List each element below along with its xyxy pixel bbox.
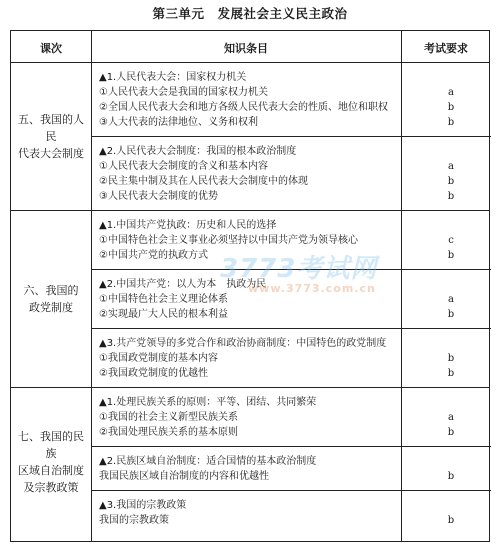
requirement-level: a [448, 294, 454, 305]
requirement-level: b [447, 102, 455, 113]
requirement-level: b [447, 117, 455, 128]
knowledge-item [91, 100, 491, 115]
item-text: ②实现最广大人民的根本利益 [99, 309, 228, 320]
item-text: 我国民族区域自治制度的内容和优越性 [99, 471, 269, 482]
block-heading [91, 144, 491, 159]
requirement-level: b [447, 515, 455, 526]
item-text: ▲2.人民代表大会制度：我国的根本政治制度 [99, 146, 297, 157]
knowledge-item [91, 366, 491, 381]
requirement-level: b [447, 309, 455, 320]
requirement-level: b [447, 176, 455, 187]
item-text: ②民主集中制及其在人民代表大会制度中的体现 [99, 176, 308, 187]
block-heading [91, 498, 491, 513]
header-lesson: 课次 [40, 42, 62, 55]
knowledge-item [91, 248, 491, 263]
knowledge-block [91, 211, 491, 270]
knowledge-block [91, 270, 491, 329]
watermark-logo: 3773考试网 [220, 254, 378, 284]
header-knowledge: 知识条目 [224, 42, 268, 55]
knowledge-block [91, 329, 491, 388]
item-text: ▲3.共产党领导的多党合作和政治协商制度：中国特色的政党制度 [99, 338, 387, 349]
knowledge-item [91, 159, 491, 174]
syllabus-table [10, 30, 490, 542]
knowledge-block [91, 137, 491, 211]
block-heading [91, 70, 491, 85]
item-text: ①我国的社会主义新型民族关系 [99, 412, 238, 423]
block-heading [91, 277, 491, 292]
lesson-name: 六、我国的 政党制度 [23, 284, 79, 314]
knowledge-item [91, 307, 491, 322]
knowledge-item [91, 425, 491, 440]
requirement-level: b [447, 191, 455, 202]
table-header [11, 31, 489, 63]
block-heading [91, 218, 491, 233]
item-text: ②全国人民代表大会和地方各级人民代表大会的性质、地位和职权 [99, 102, 388, 113]
item-text: ①我国政党制度的基本内容 [99, 353, 218, 364]
item-text: 我国的宗教政策 [99, 515, 169, 526]
knowledge-block [91, 447, 491, 491]
requirement-level: b [447, 471, 455, 482]
item-text: ▲1.中国共产党执政：历史和人民的选择 [99, 220, 277, 231]
knowledge-item [91, 351, 491, 366]
knowledge-item [91, 174, 491, 189]
knowledge-item [91, 85, 491, 100]
knowledge-item [91, 410, 491, 425]
item-text: ①人民代表大会是我国的国家权力机关 [99, 87, 268, 98]
item-text: ②中国共产党的执政方式 [99, 250, 208, 261]
item-text: ▲1.人民代表大会：国家权力机关 [99, 72, 247, 83]
item-text: ②我国政党制度的优越性 [99, 368, 208, 379]
knowledge-item [91, 513, 491, 528]
item-text: ▲1.处理民族关系的原则：平等、团结、共同繁荣 [99, 397, 317, 408]
item-text: ▲2.中国共产党：以人为本 执政为民 [99, 279, 267, 290]
unit-section [11, 211, 489, 388]
block-heading [91, 336, 491, 351]
requirement-level: b [447, 368, 455, 379]
requirement-level: b [447, 353, 455, 364]
item-text: ▲2.民族区域自治制度：适合国情的基本政治制度 [99, 456, 317, 467]
knowledge-item [91, 115, 491, 130]
header-requirement: 考试要求 [424, 42, 468, 55]
knowledge-block [91, 491, 491, 535]
requirement-level: b [447, 427, 455, 438]
requirement-level: b [447, 250, 455, 261]
knowledge-block [91, 63, 491, 137]
item-text: ①中国特色社会主义理论体系 [99, 294, 228, 305]
item-text: ③人民代表大会制度的优势 [99, 191, 218, 202]
lesson-name: 五、我国的人民 代表大会制度 [18, 113, 84, 160]
knowledge-item [91, 292, 491, 307]
item-text: ▲3.我国的宗教政策 [99, 500, 187, 511]
knowledge-item [91, 189, 491, 204]
block-heading [91, 454, 491, 469]
requirement-level: c [448, 235, 454, 246]
item-text: ①人民代表大会制度的含义和基本内容 [99, 161, 268, 172]
requirement-level: a [448, 412, 454, 423]
knowledge-item [91, 469, 491, 484]
requirement-level: a [448, 87, 454, 98]
unit-section [11, 388, 489, 535]
unit-section [11, 63, 489, 211]
item-text: ③人大代表的法律地位、义务和权利 [99, 117, 258, 128]
item-text: ②我国处理民族关系的基本原则 [99, 427, 238, 438]
block-heading [91, 395, 491, 410]
knowledge-block [91, 388, 491, 447]
watermark-url: www.3773.com.cn [248, 282, 376, 295]
knowledge-item [91, 233, 491, 248]
requirement-level: a [448, 161, 454, 172]
page-title: 第三单元 发展社会主义民主政治 [152, 6, 348, 21]
item-text: ①中国特色社会主义事业必须坚持以中国共产党为领导核心 [99, 235, 358, 246]
lesson-name: 七、我国的民族 区域自治制度 及宗教政策 [18, 429, 84, 494]
